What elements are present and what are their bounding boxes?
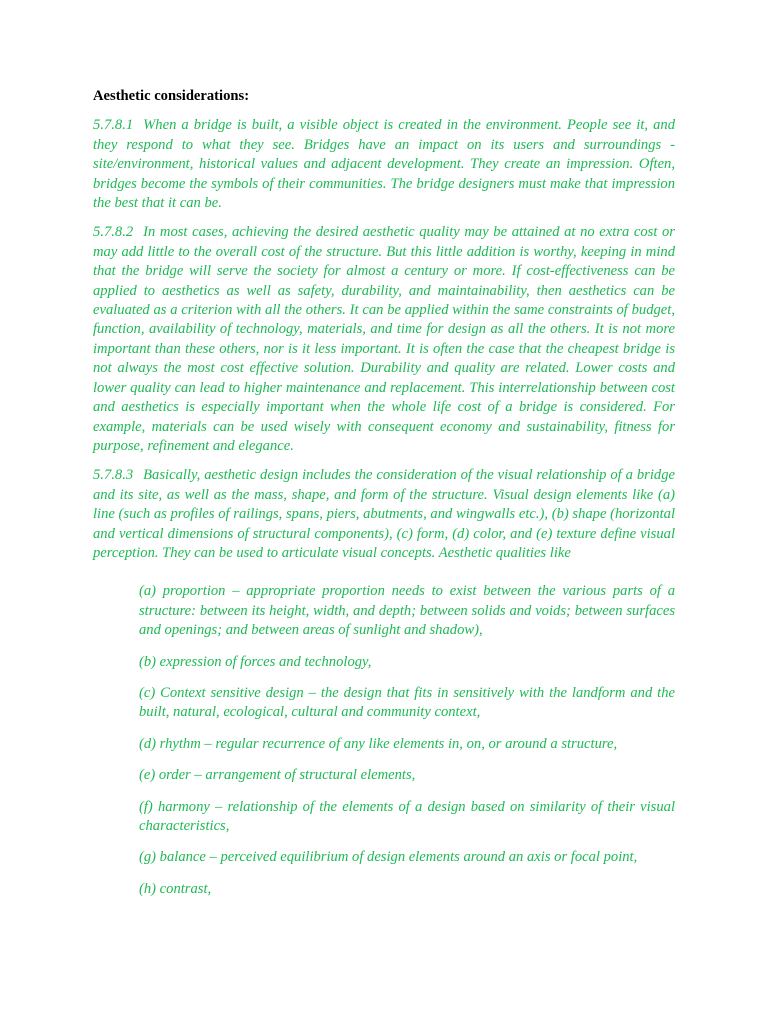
- paragraph-text: When a bridge is built, a visible object is created in the environment. People see it, and they respond to what they see. Bridges have an impact on its users and surroundings - site/environment, historical values and adjacent development. They create an impression. Often, bridges become the symbols of their communities. The bridge designers must make that impression the best that it can be.: [93, 117, 675, 212]
- document-page: [93, 87, 675, 911]
- list-item: (b) expression of forces and technology,: [139, 653, 372, 670]
- paragraph-5-7-8-2: [93, 223, 675, 456]
- list-item: (f) harmony – relationship of the elements of a design based on similarity of their visual characteristics,: [139, 798, 675, 834]
- list-item: (h) contrast,: [139, 880, 212, 897]
- list-item: (d) rhythm – regular recurrence of any like elements in, on, or around a structure,: [139, 735, 618, 752]
- paragraph-number: 5.7.8.2: [93, 224, 134, 241]
- paragraph-number: 5.7.8.1: [93, 117, 134, 134]
- list-item: (g) balance – perceived equilibrium of design elements around an axis or focal point,: [139, 849, 638, 866]
- paragraph-5-7-8-1: [93, 116, 675, 213]
- aesthetic-qualities-list: [139, 582, 675, 899]
- list-item: (c) Context sensitive design – the design that fits in sensitively with the landform and the built, natural, ecological, cultural and community context,: [139, 684, 675, 721]
- list-item: (e) order – arrangement of structural elements,: [139, 767, 416, 784]
- list-item: (a) proportion – appropriate proportion needs to exist between the various parts of a structure: between its height, width, and depth; between solids and voids; between surfaces and openings; and between areas of sunlight and shadow),: [139, 583, 675, 639]
- paragraph-text: In most cases, achieving the desired aesthetic quality may be attained at no extra cost or may add little to the overall cost of the structure. But this little addition is worthy, keeping in mind that the bridge will serve the society for almost a century or more. If cost-effectiveness can be applied to aesthetics as well as safety, durability, and maintainability, then aesthetics can be evaluated as a criterion with all the others. It can be applied within the same constraints of budget, function, availability of technology, materials, and time for design as all the others. It is not more important than these others, nor is it less important. It is often the case that the cheapest bridge is not always the most cost effective solution. Durability and quality are related. Lower costs and lower quality can lead to higher maintenance and replacement. This interrelationship between cost and aesthetics is especially important when the whole life cost of a bridge is considered. For example, materials can be used wisely with consequent economy and sustainability, fitness for purpose, refinement and elegance.: [93, 224, 675, 454]
- paragraph-number: 5.7.8.3: [93, 467, 134, 484]
- paragraph-text: Basically, aesthetic design includes the consideration of the visual relationship of a bridge and its site, as well as the mass, shape, and form of the structure. Visual design elements like (a) line (such as profiles of railings, spans, piers, abutments, and wingwalls etc.), (b) shape (horizontal and vertical dimensions of structural components), (c) form, (d) color, and (e) texture define visual perception. They can be used to articulate visual concepts. Aesthetic qualities like: [93, 467, 675, 561]
- section-heading: Aesthetic considerations:: [93, 88, 250, 104]
- paragraph-5-7-8-3: [93, 466, 675, 563]
